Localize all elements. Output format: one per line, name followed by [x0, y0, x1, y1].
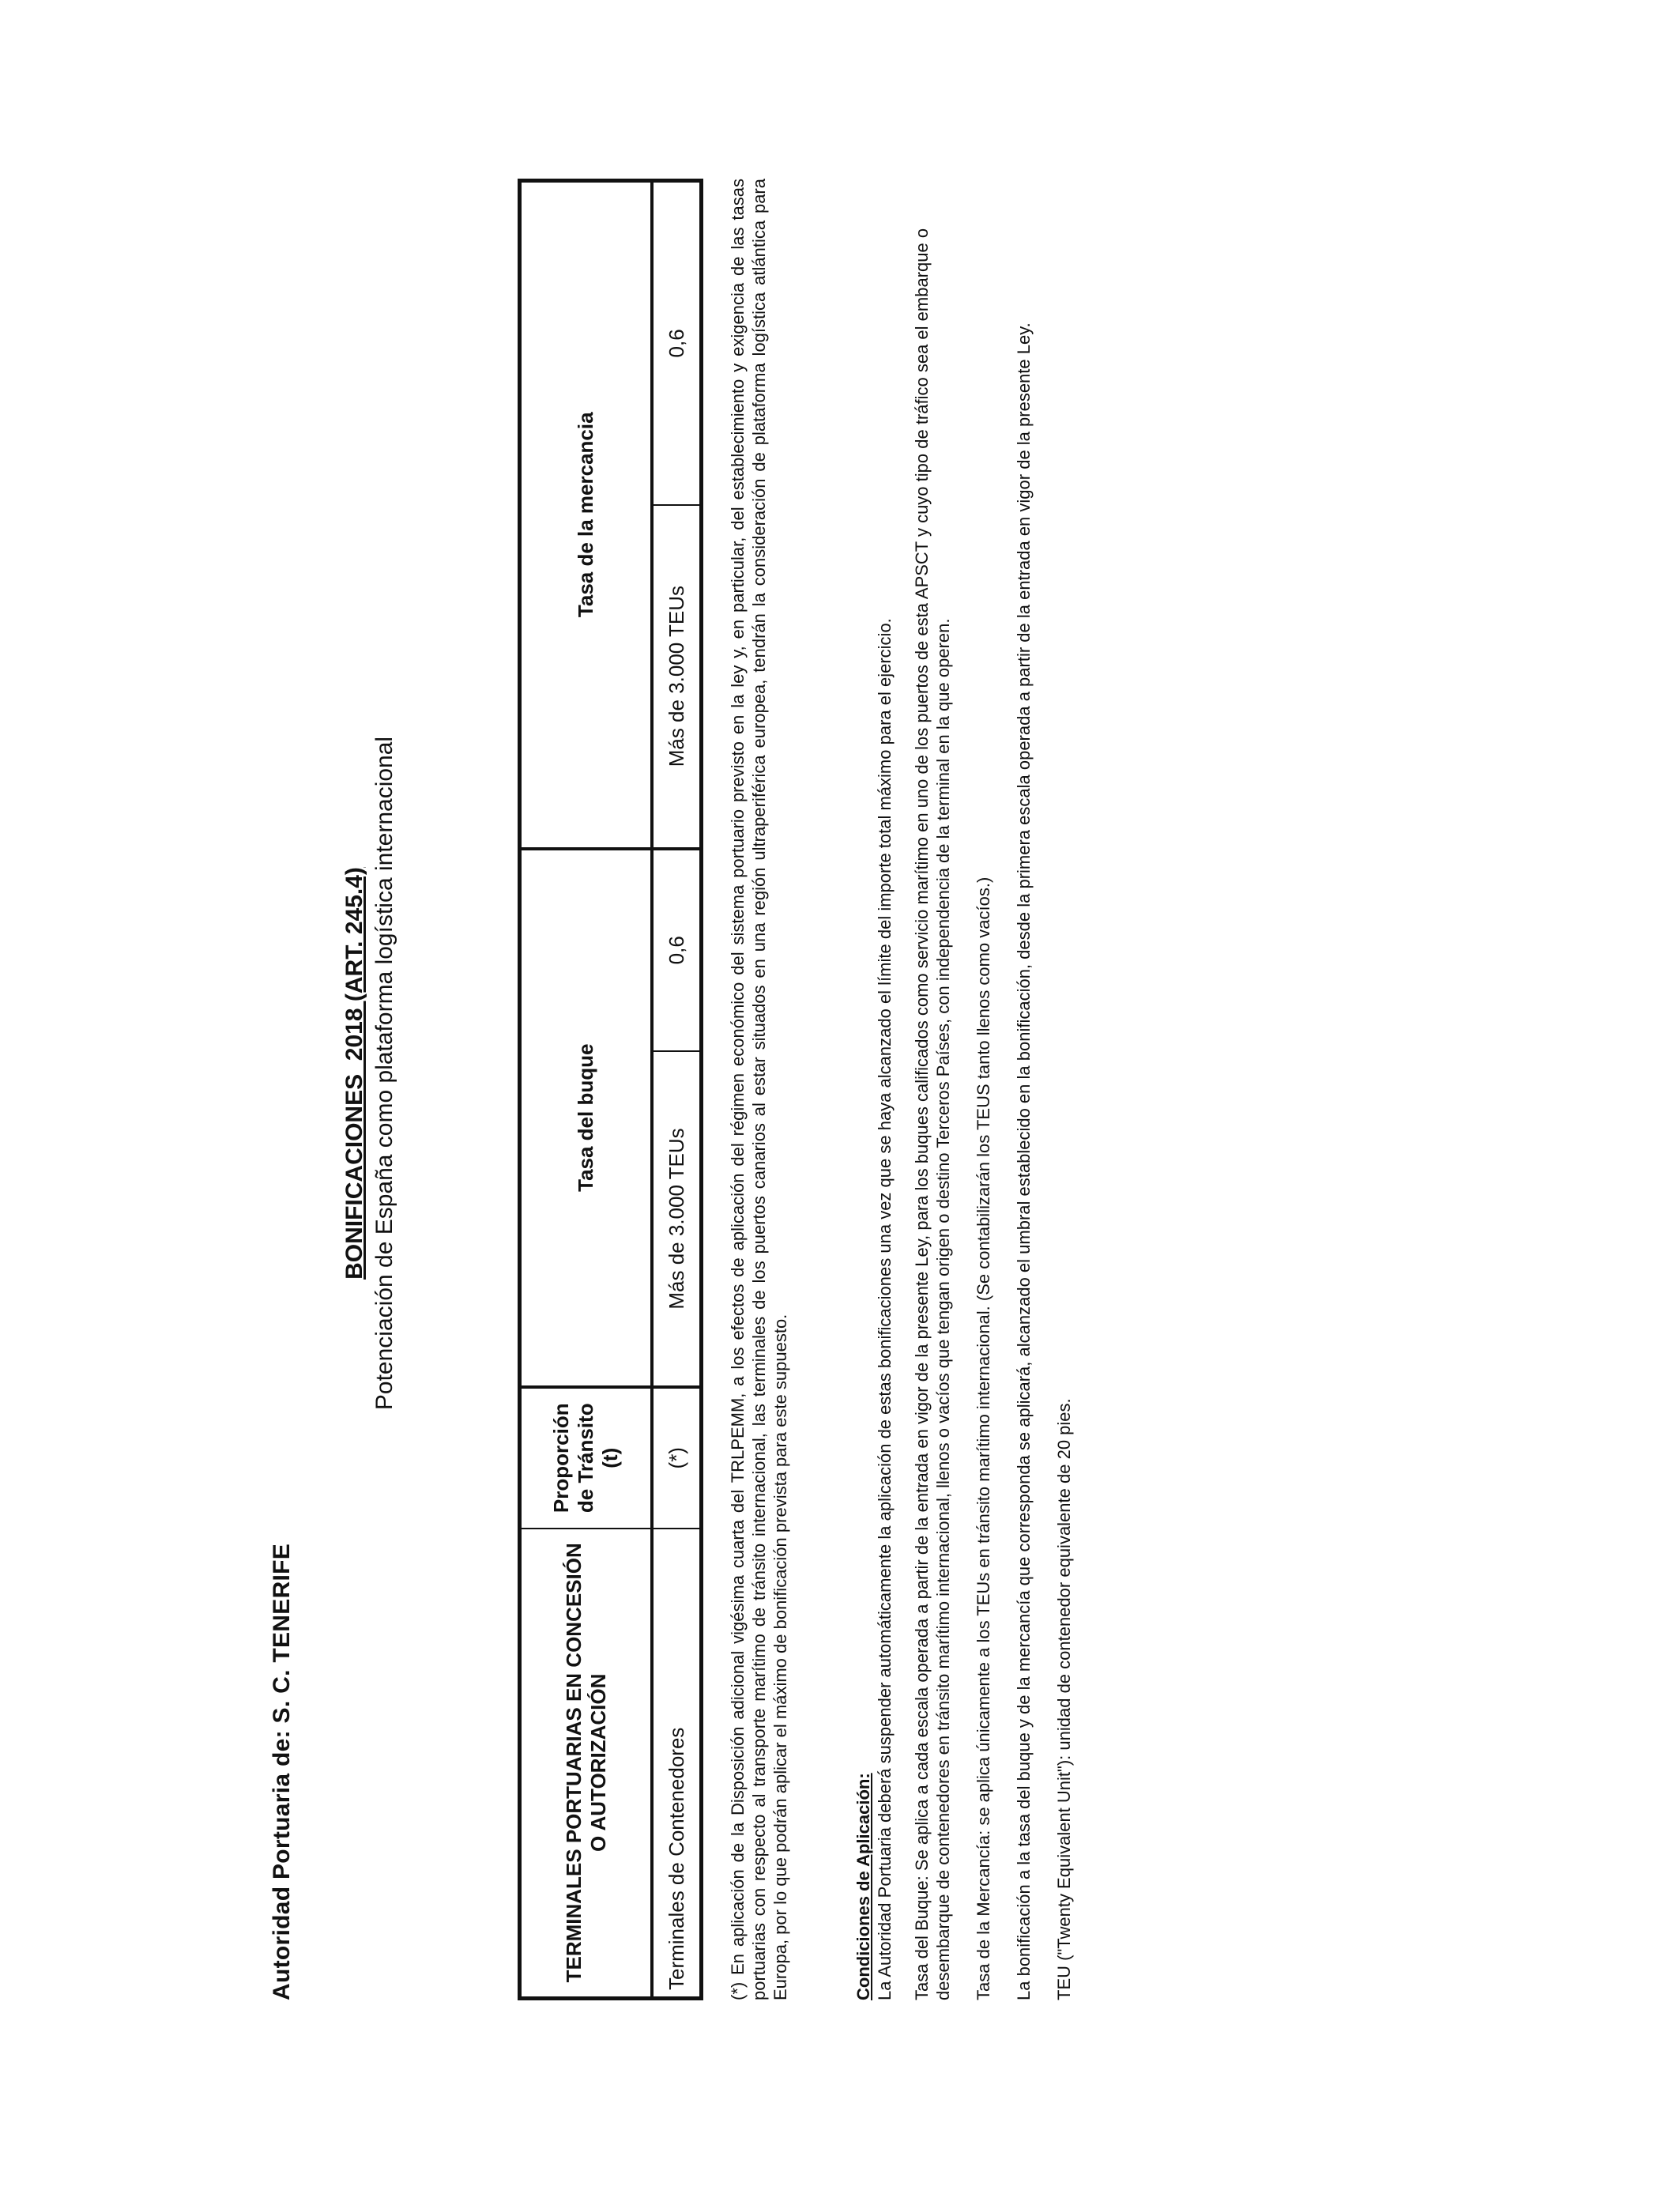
bonus-table: [518, 179, 703, 2000]
cell-mercancia-valor: 0,6: [652, 181, 702, 505]
cell-proporcion: (*): [652, 1387, 702, 1529]
condition-tasa-mercancia: Tasa de la Mercancía: se aplica únicamente a los TEUs en tránsito marítimo internacional. (Se contabilizarán los TEUS tanto llenos como vacíos.): [974, 876, 993, 2000]
cell-buque-umbral: Más de 3.000 TEUs: [652, 1051, 702, 1387]
condition-bonificacion: La bonificación a la tasa del buque y de la mercancía que corresponda se aplicará, alcanzado el umbral establecido en la bonificación, desde la primera escala operada a partir de la entrada en vigor de la presente Ley.: [1014, 322, 1034, 2000]
teu-definition: TEU ("Twenty Equivalent Unit"): unidad de contenedor equivalente de 20 pies.: [1054, 1398, 1074, 2000]
document-title: BONIFICACIONES 2018 (ART. 245.4): [341, 867, 367, 1280]
header-terminales: TERMINALES PORTUARIAS EN CONCESIÓN O AUTORIZACIÓN: [520, 1529, 653, 1999]
document-subtitle: Potenciación de España como plataforma logística internacional: [371, 736, 397, 1411]
cell-mercancia-umbral: Más de 3.000 TEUs: [652, 505, 702, 849]
notes-section: [727, 179, 1075, 2000]
conditions-title: Condiciones de Aplicación:: [853, 1773, 873, 2000]
cell-buque-valor: 0,6: [652, 849, 702, 1052]
title-block: [340, 0, 400, 2194]
cell-terminal: Terminales de Contenedores: [652, 1529, 702, 1999]
asterisk-note: (*) En aplicación de la Disposición adicional vigésima cuarta del TRLPEMM, a los efectos de aplicación del régimen económico del sistema portuario previsto en la ley y, en particular, del establecimiento y exigencia de las tasas portuarias con respecto al transporte marítimo de tránsito internacional, las terminales de los puertos canarios al estar situados en una región ultraperiférica europea, tendrán la consideración de plataforma logística atlántica para Europa, por lo que podrán aplicar el máximo de bonificación prevista para este supuesto.: [728, 179, 790, 2000]
header-tasa-buque: Tasa del buque: [520, 849, 653, 1387]
condition-suspension: La Autoridad Portuaria deberá suspender automáticamente la aplicación de estas bonificaciones una vez que se haya alcanzado el límite del importe total máximo para el ejercicio.: [875, 618, 895, 2000]
condition-tasa-buque: Tasa del Buque: Se aplica a cada escala operada a partir de la entrada en vigor de la presente Ley, para los buques calificados como servicio marítimo en uno de los puertos de esta APSCT y cuyo tipo de tráfico sea el embarque o desembarque de contenedores en tránsito marítimo internacional, llenos o vacíos que tengan origen o destino Terceros Países, con independencia de la terminal en la que operen.: [912, 228, 953, 2000]
header-tasa-mercancia: Tasa de la mercancia: [520, 181, 653, 849]
header-proporcion: Proporción de Tránsito (t): [520, 1387, 653, 1529]
port-authority-name: Autoridad Portuaria de: S. C. TENERIFE: [269, 1543, 295, 2000]
